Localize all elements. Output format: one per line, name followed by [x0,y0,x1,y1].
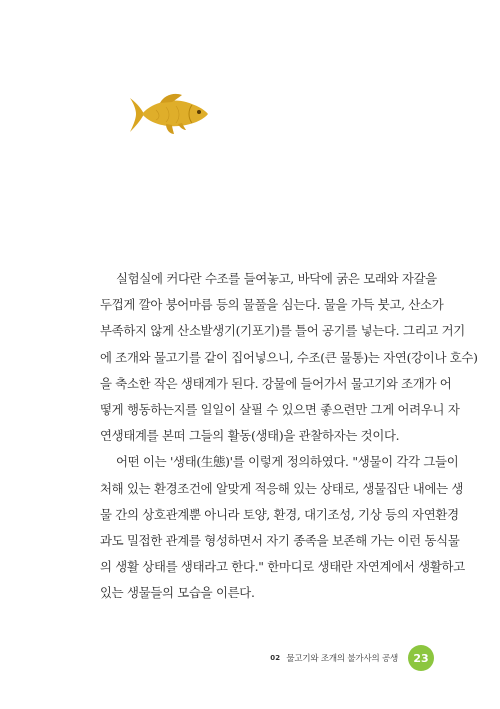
text-line: 을 축소한 작은 생태계가 된다. 강물에 들어가서 물고기와 조개가 어 [100,375,452,391]
text-line: 연생태계를 본떠 그들의 활동(생태)을 관찰하자는 것이다. [100,428,400,444]
page-number-badge: 23 [408,645,434,671]
text-line: 의 생활 상태를 생태라고 한다." 한마디로 생태란 자연계에서 생활하고 [100,559,465,575]
body-text [100,266,478,606]
text-line: 실험실에 커다란 수조를 들여놓고, 바닥에 굵은 모래와 자갈을 [116,271,437,286]
text-line: 떻게 행동하는지를 일일이 살필 수 있으면 좋으련만 그게 어려우니 자 [100,401,460,417]
text-line: 물 간의 상호관계뿐 아니라 토양, 환경, 대기조성, 기상 등의 자연환경 [100,506,459,522]
chapter-title: 물고기와 조개의 불가사의 공생 [286,654,398,664]
chapter-number: 02 [270,654,281,662]
text-line: 과도 밀접한 관계를 형성하면서 자기 종족을 보존해 가는 이런 동식물 [100,532,460,548]
text-line: 두껍게 깔아 붕어마름 등의 물풀을 심는다. 물을 가득 붓고, 산소가 [100,297,444,313]
goldfish-icon [126,92,210,136]
text-line: 있는 생물들의 모습을 이른다. [100,585,255,601]
text-line: 부족하지 않게 산소발생기(기포기)를 틀어 공기를 넣는다. 그리고 거기 [100,323,465,339]
text-line: 어떤 이는 '생태(生態)'를 이렇게 정의하였다. "생물이 각각 그들이 [116,454,459,470]
text-line: 처해 있는 환경조건에 알맞게 적응해 있는 상태로, 생물집단 내에는 생 [100,480,464,496]
text-line: 에 조개와 물고기를 같이 집어넣으니, 수조(큰 물통)는 자연(강이나 호수) [100,349,478,365]
page-footer [270,645,434,671]
